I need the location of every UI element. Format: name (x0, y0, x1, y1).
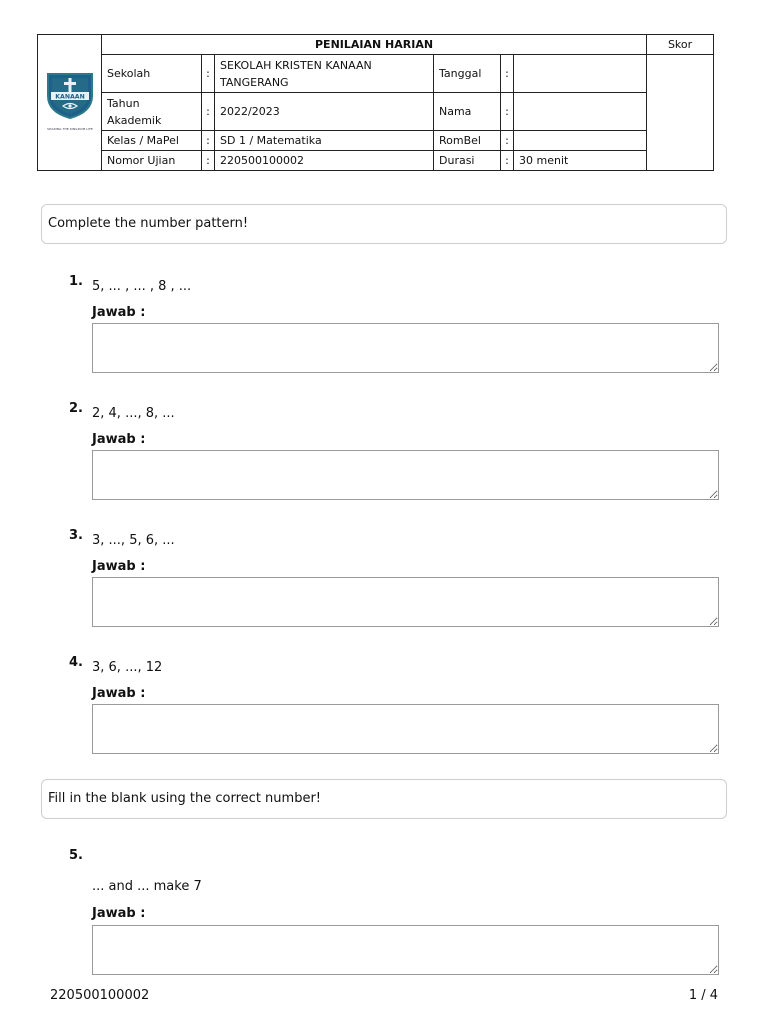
jawab-label: Jawab : (92, 559, 146, 574)
label-sekolah: Sekolah (102, 55, 202, 93)
question-text: ... and ... make 7 (92, 879, 202, 894)
value-tanggal (514, 55, 647, 93)
value-nama (514, 93, 647, 131)
label-kelas-mapel: Kelas / MaPel (102, 131, 202, 151)
value-sekolah: SEKOLAH KRISTEN KANAAN TANGERANG (215, 55, 434, 93)
label-durasi: Durasi (434, 151, 501, 171)
jawab-label: Jawab : (92, 432, 146, 447)
logo-text: KANAAN (55, 93, 85, 100)
skor-value-cell (647, 55, 714, 171)
question-text: 2, 4, ..., 8, ... (92, 406, 175, 421)
page-indicator: 1 / 4 (688, 988, 718, 1003)
answer-box[interactable] (92, 450, 719, 500)
jawab-label: Jawab : (92, 305, 146, 320)
school-logo (38, 68, 102, 138)
question-number: 2. (69, 401, 83, 416)
colon: : (202, 93, 215, 131)
instruction-box: Complete the number pattern! (41, 204, 727, 244)
value-rombel (514, 131, 647, 151)
question-text: 3, 6, ..., 12 (92, 660, 163, 675)
question-text: 3, ..., 5, 6, ... (92, 533, 175, 548)
answer-box[interactable] (92, 704, 719, 754)
page-title: PENILAIAN HARIAN (102, 35, 647, 55)
label-tahun-akademik: Tahun Akademik (102, 93, 202, 131)
colon: : (202, 131, 215, 151)
colon: : (501, 93, 514, 131)
logo-cell (38, 35, 102, 171)
answer-box[interactable] (92, 925, 719, 975)
question-text: 5, ... , ... , 8 , ... (92, 279, 192, 294)
label-nama: Nama (434, 93, 501, 131)
question-number: 3. (69, 528, 83, 543)
question-number: 5. (69, 848, 83, 863)
value-tahun-akademik: 2022/2023 (215, 93, 434, 131)
colon: : (501, 131, 514, 151)
answer-box[interactable] (92, 323, 719, 373)
label-rombel: RomBel (434, 131, 501, 151)
question-number: 4. (69, 655, 83, 670)
jawab-label: Jawab : (92, 686, 146, 701)
footer-exam-number: 220500100002 (50, 988, 150, 1003)
school-crest-icon (44, 68, 96, 120)
question-number: 1. (69, 274, 83, 289)
label-tanggal: Tanggal (434, 55, 501, 93)
exam-header-table (37, 34, 714, 171)
value-kelas-mapel: SD 1 / Matematika (215, 131, 434, 151)
colon: : (501, 55, 514, 93)
colon: : (501, 151, 514, 171)
value-nomor-ujian: 220500100002 (215, 151, 434, 171)
value-durasi: 30 menit (514, 151, 647, 171)
colon: : (202, 55, 215, 93)
logo-motto: SHARING THE KINGDOM LIFE (47, 126, 93, 131)
instruction-box: Fill in the blank using the correct number! (41, 779, 727, 819)
colon: : (202, 151, 215, 171)
label-nomor-ujian: Nomor Ujian (102, 151, 202, 171)
jawab-label: Jawab : (92, 906, 146, 921)
answer-box[interactable] (92, 577, 719, 627)
skor-label: Skor (647, 35, 714, 55)
